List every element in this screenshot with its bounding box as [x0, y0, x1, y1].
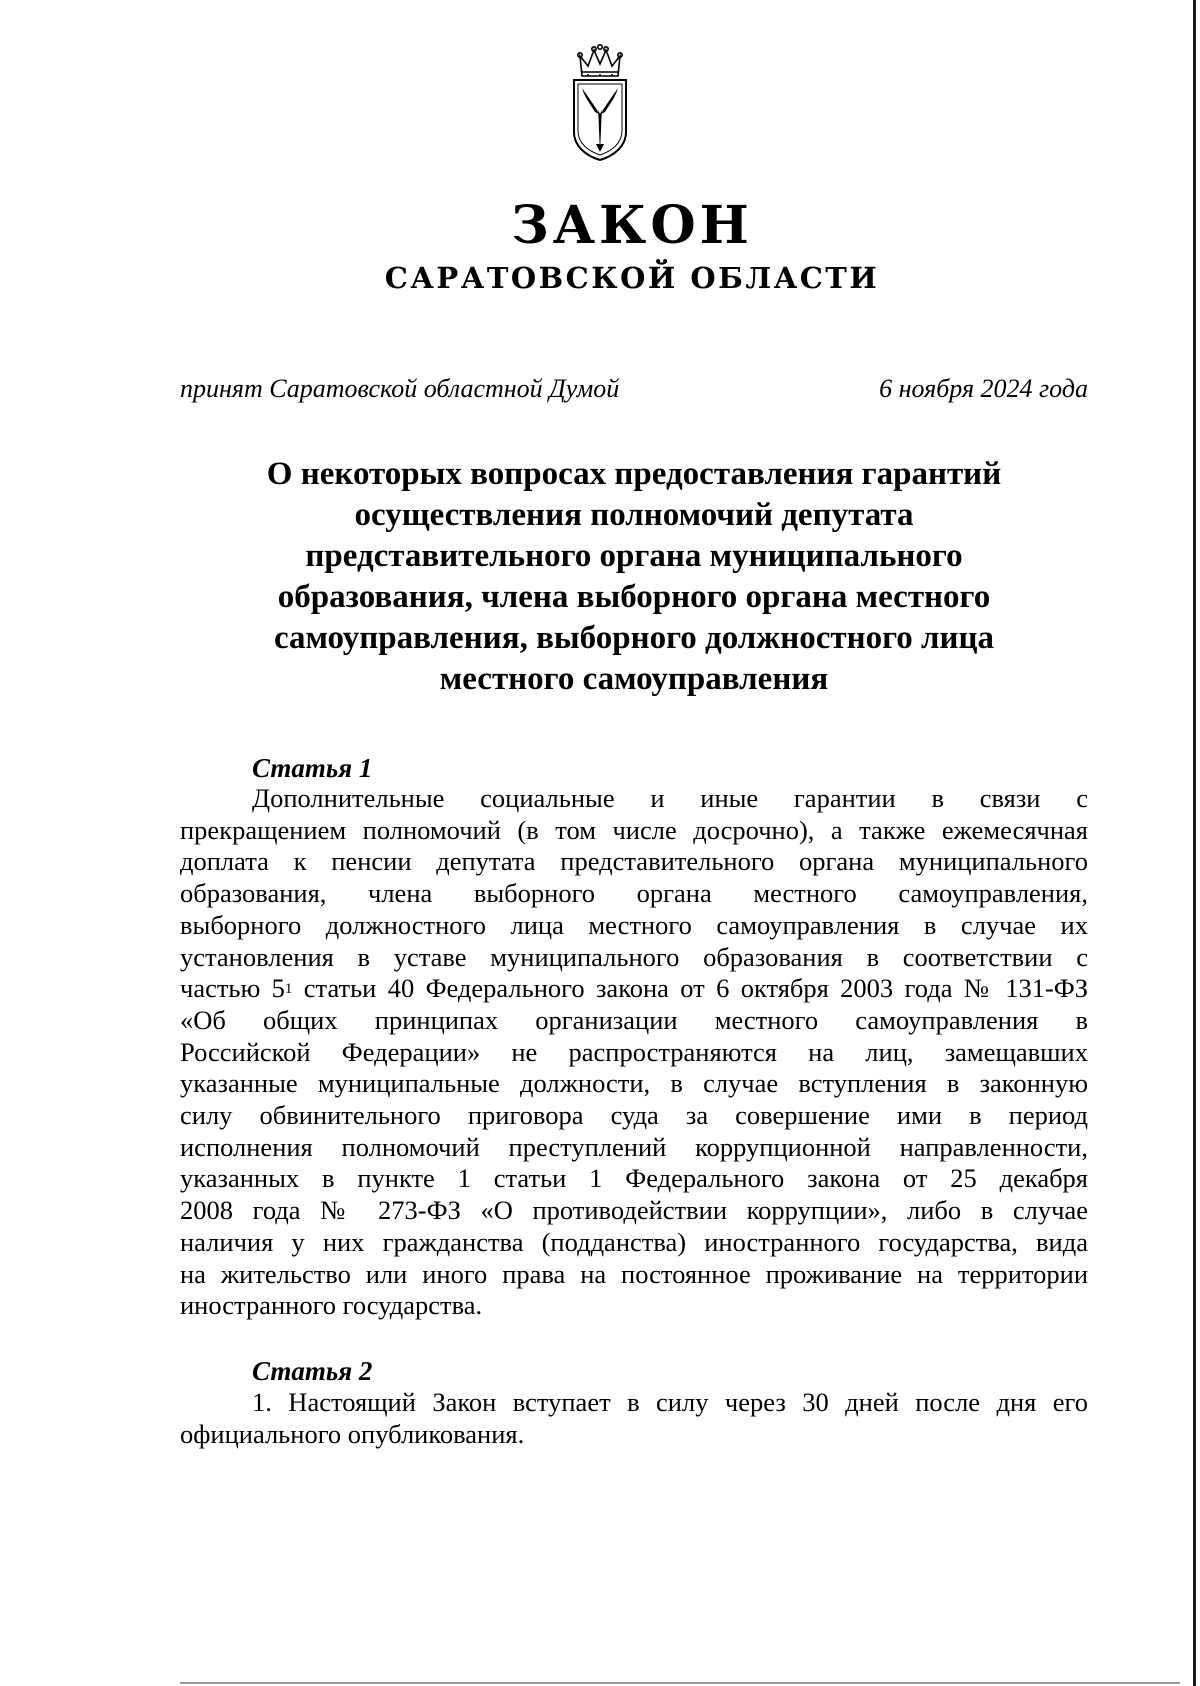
article-1-title: Статья 1 — [252, 753, 373, 783]
heading-line: осуществления полномочий депутата — [354, 497, 914, 533]
article-1-line: на жительство или иного права на постоянное проживание на территории — [180, 1258, 1088, 1289]
heading-line: представительного органа муниципального — [305, 538, 963, 574]
scan-edge-bottom — [180, 1682, 1180, 1684]
heading-line: О некоторых вопросах предоставления гарантий — [266, 456, 1002, 492]
article-1-line: 2008 года № 273-ФЗ «О противодействии коррупции», либо в случае — [180, 1195, 1088, 1226]
law-heading — [180, 454, 1088, 700]
law-region: САРАТОВСКОЙ ОБЛАСТИ — [384, 261, 880, 295]
adoption-date: 6 ноября 2024 года — [879, 374, 1088, 403]
article-2-line: официального опубликования. — [180, 1418, 525, 1449]
article-1-line — [180, 973, 1088, 1005]
article-2-body — [180, 1387, 1088, 1450]
article-1-line: установления в уставе муниципального образования в соответствии с — [180, 941, 1088, 972]
article-1-line: иностранного государства. — [180, 1290, 483, 1321]
heading-line: местного самоуправления — [439, 661, 829, 697]
article-1-line: выборного должностного лица местного самоуправления в случае их — [180, 909, 1088, 940]
article-1-line: доплата к пенсии депутата представительного органа муниципального — [180, 846, 1088, 877]
superscript: 1 — [284, 981, 293, 998]
article-1-line: силу обвинительного приговора суда за совершение ими в период — [180, 1100, 1088, 1131]
article-1-line: указанные муниципальные должности, в случае вступления в законную — [180, 1068, 1088, 1099]
article-1-line: Дополнительные социальные и иные гарантии в связи с — [252, 783, 1088, 813]
article-1-line: Российской Федерации» не распространяются на лиц, замещавших — [180, 1036, 1088, 1067]
article-1-line: исполнения полномочий преступлений коррупционной направленности, — [180, 1131, 1088, 1162]
heading-line: самоуправления, выборного должностного лица — [273, 620, 995, 656]
article-1-text: частью 5 — [180, 973, 285, 1004]
article-1-line: наличия у них гражданства (подданства) иностранного государства, вида — [180, 1226, 1088, 1257]
law-title: ЗАКОН — [511, 195, 753, 256]
adopted-by: принят Саратовской областной Думой — [180, 374, 620, 403]
article-2-line: 1. Настоящий Закон вступает в силу через 30 дней после дня его — [252, 1387, 1088, 1417]
heading-line: образования, члена выборного органа местного — [277, 579, 991, 615]
article-1-line: образования, члена выборного органа местного самоуправления, — [180, 878, 1088, 909]
article-1-line: прекращением полномочий (в том числе досрочно), а также ежемесячная — [180, 814, 1088, 845]
article-2-title: Статья 2 — [252, 1356, 373, 1386]
article-1-line: указанных в пункте 1 статьи 1 Федерального закона от 25 декабря — [180, 1163, 1088, 1194]
saratov-coat-of-arms-icon — [568, 44, 632, 164]
article-1-body — [180, 783, 1088, 1322]
article-1-text: статьи 40 Федерального закона от 6 октября 2003 года № 131-ФЗ — [292, 973, 1088, 1004]
article-1-line: «Об общих принципах организации местного самоуправления в — [180, 1004, 1088, 1035]
